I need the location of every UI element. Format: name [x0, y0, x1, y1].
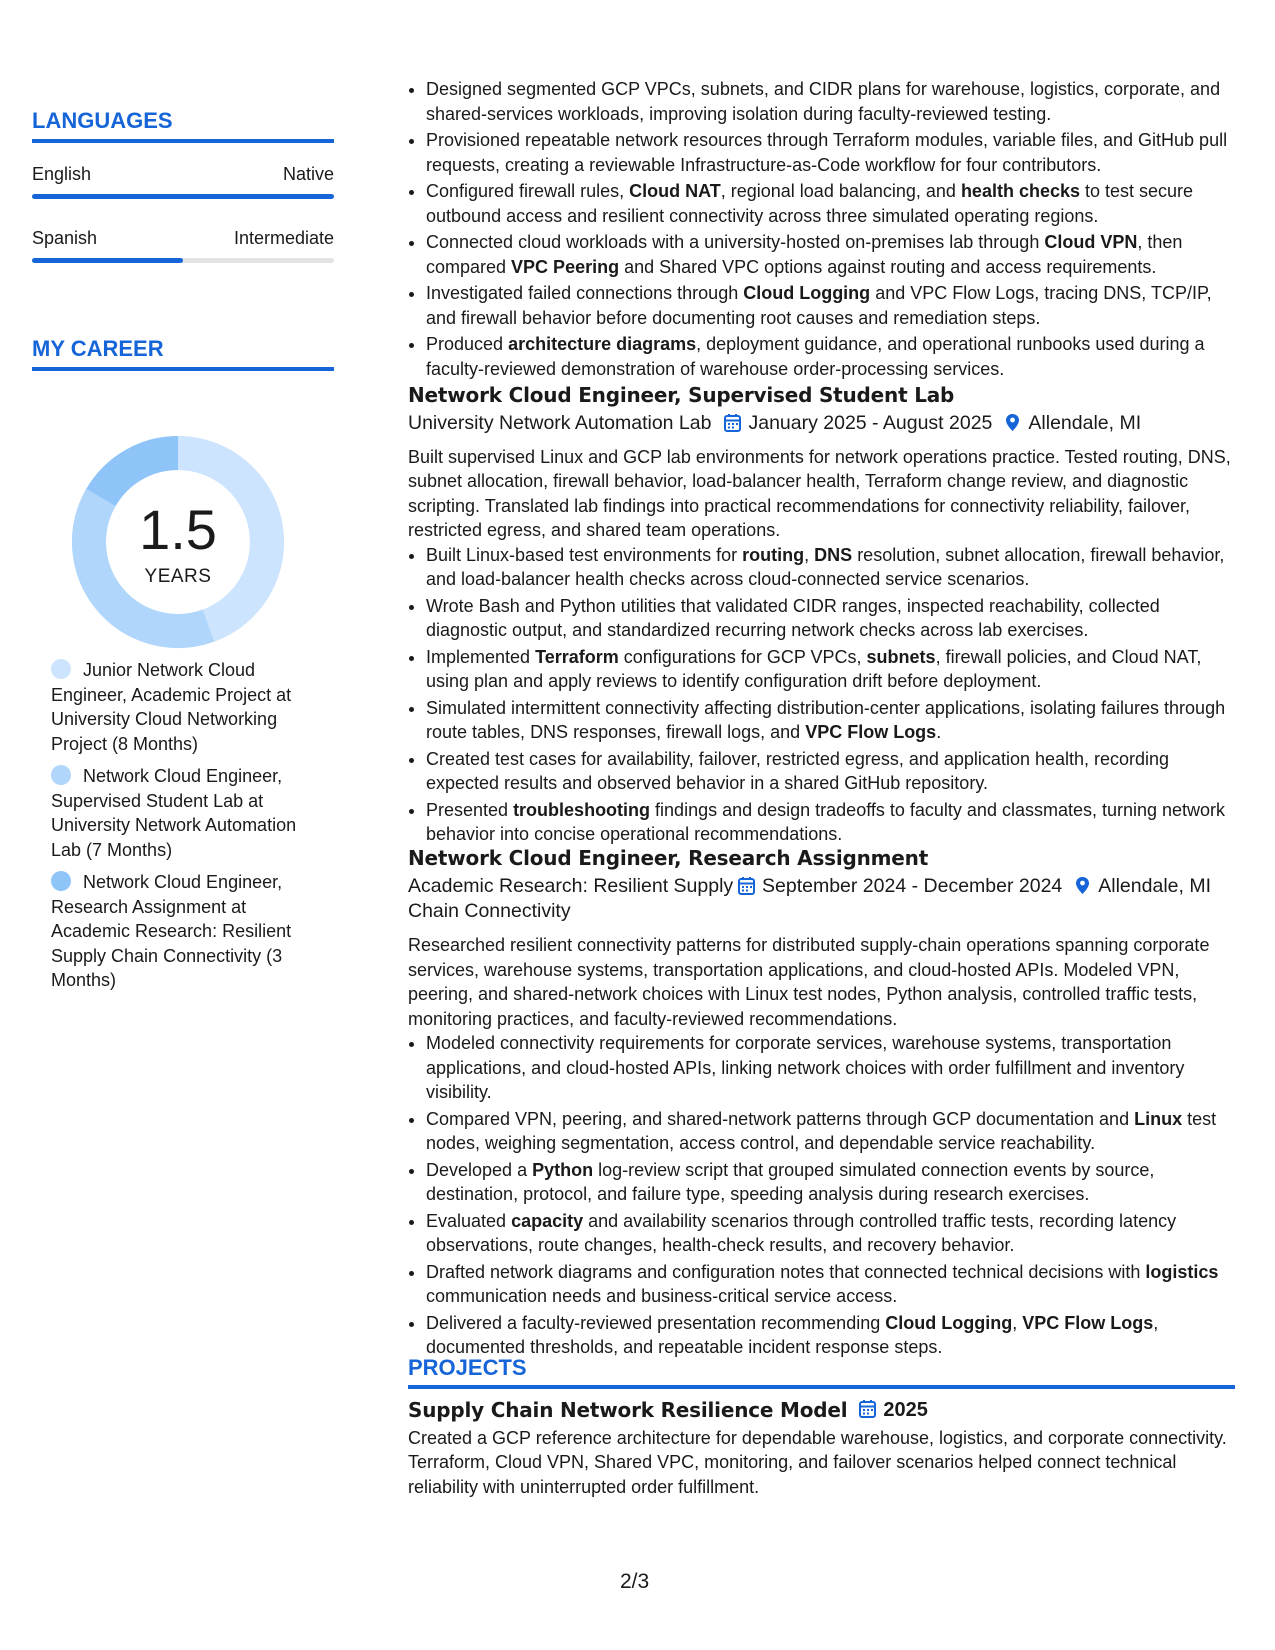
language-name: English [32, 164, 92, 184]
job-dates: January 2025 - August 2025 [748, 412, 993, 434]
project-title: Supply Chain Network Resilience Model [408, 1397, 848, 1422]
bullet-item: • Produced architecture diagrams, deployment guidance, and operational runbooks used during a faculty-reviewed demonstration of warehouse order-processing services. [426, 332, 1243, 381]
bold-keyword: health checks [960, 181, 1080, 201]
bold-keyword: Cloud NAT [629, 181, 721, 201]
location-pin-icon [1004, 413, 1021, 432]
proficiency-bar-fill [32, 194, 334, 199]
career-legend-item [51, 870, 326, 993]
career-legend-item [51, 658, 326, 756]
bold-keyword: troubleshooting [513, 799, 651, 820]
career-legend-item [51, 764, 326, 862]
projects-section [408, 1356, 1235, 1499]
bold-keyword: VPC Peering [511, 256, 620, 277]
job-location: Allendale, MI [1028, 412, 1142, 434]
bold-keyword: architecture diagrams [508, 334, 697, 354]
bold-keyword: Cloud Logging [743, 283, 871, 303]
career-section [32, 336, 334, 371]
projects-heading: PROJECTS [408, 1356, 1235, 1389]
career-total-unit: YEARS [144, 566, 212, 587]
job-organization: University Network Automation Lab [408, 412, 712, 434]
job-organization: Academic Research: Resilient Supply Chain Connectivity [408, 875, 734, 922]
donut-segment [101, 453, 178, 498]
bullet-item: • Delivered a faculty-reviewed presentation recommending Cloud Logging, VPC Flow Logs, documented thresholds, and repeatable incident response steps. [426, 1311, 1243, 1360]
career-item-text: Network Cloud Engineer, Supervised Student Lab at University Network Automation Lab (7 Months) [51, 766, 297, 860]
job-meta [408, 874, 1243, 923]
career-item-text: Network Cloud Engineer, Research Assignment at Academic Research: Resilient Supply Chain Connectivity (3 Months) [51, 872, 292, 990]
location-pin-icon [1074, 876, 1091, 895]
experience-job2 [408, 381, 1243, 849]
page-number: 2/3 [620, 1570, 650, 1593]
proficiency-bar [32, 258, 334, 263]
proficiency-bar [32, 194, 334, 199]
bold-keyword: Python [532, 1159, 594, 1180]
bold-keyword: Linux [1134, 1108, 1183, 1129]
job-meta [408, 411, 1243, 436]
language-level: Native [282, 164, 334, 184]
bullet-item: • Evaluated capacity and availability scenarios through controlled traffic tests, recording latency observations, route changes, health-check results, and recovery behavior. [426, 1209, 1243, 1258]
bullet-item: • Created test cases for availability, failover, restricted egress, and application health, recording expected results and observed behavior in a shared GitHub repository. [426, 747, 1243, 796]
job2-bullet-list [408, 543, 1243, 847]
job1-bullet-list [408, 77, 1243, 381]
legend-dot [51, 659, 71, 679]
job-title: Network Cloud Engineer, Research Assignment [408, 846, 929, 870]
proficiency-bar-fill [32, 258, 183, 263]
bold-keyword: routing [742, 544, 805, 565]
bullet-item: • Presented troubleshooting findings and design tradeoffs to faculty and classmates, turning network behavior into concise operational recommendations. [426, 798, 1243, 847]
bold-keyword: subnets [866, 646, 936, 667]
project-meta [408, 1396, 1235, 1424]
language-level: Intermediate [233, 228, 334, 248]
experience-job3 [408, 844, 1243, 1362]
bold-keyword: Cloud Logging [885, 1312, 1013, 1333]
bullet-item: • Connected cloud workloads with a university-hosted on-premises lab through Cloud VPN, then compared VPC Peering and Shared VPC options against routing and access requirements. [426, 230, 1243, 279]
legend-dot [51, 871, 71, 891]
language-spanish [32, 228, 334, 263]
calendar-icon [724, 413, 741, 432]
bold-keyword: VPC Flow Logs [1022, 1312, 1154, 1333]
job-dates: September 2024 - December 2024 [762, 875, 1063, 897]
bullet-item: • Built Linux-based test environments for routing, DNS resolution, subnet allocation, firewall behavior, and load-balancer health checks across cloud-connected service scenarios. [426, 543, 1243, 592]
bullet-item: • Provisioned repeatable network resources through Terraform modules, variable files, and GitHub pull requests, creating a reviewable Infrastructure-as-Code workflow for four contributors. [426, 128, 1243, 177]
languages-heading: LANGUAGES [32, 108, 334, 143]
career-heading: MY CAREER [32, 336, 334, 371]
bullet-item: • Developed a Python log-review script that grouped simulated connection events by source, destination, protocol, and failure type, speeding analysis during research exercises. [426, 1158, 1243, 1207]
bold-keyword: Terraform [535, 646, 619, 667]
bold-keyword: VPC Flow Logs [805, 722, 937, 742]
bullet-item: • Investigated failed connections through Cloud Logging and VPC Flow Logs, tracing DNS, TCP/IP, and firewall behavior before documenting root causes and remediation steps. [426, 281, 1243, 330]
legend-dot [51, 765, 71, 785]
job-summary: Researched resilient connectivity patterns for distributed supply-chain operations spanning corporate services, warehouse systems, transportation applications, and cloud-hosted APIs. Modeled VPN, peering, and shared-network choices with Linux test nodes, Python analysis, controlled traffic tests, monitoring practices, and faculty-reviewed recommendations. [408, 935, 1210, 1029]
language-english [32, 164, 334, 199]
bullet-item: • Compared VPN, peering, and shared-network patterns through GCP documentation and Linux test nodes, weighing segmentation, access control, and dependable service reachability. [426, 1107, 1243, 1156]
bold-keyword: DNS [814, 544, 853, 565]
career-item-text: Junior Network Cloud Engineer, Academic Project at University Cloud Networking Project (8 Months) [51, 660, 292, 754]
bullet-item: • Simulated intermittent connectivity affecting distribution-center applications, isolating failures through route tables, DNS responses, firewall logs, and VPC Flow Logs. [426, 696, 1243, 745]
bold-keyword: Cloud VPN [1044, 232, 1138, 252]
calendar-icon [738, 876, 755, 895]
bullet-item: • Drafted network diagrams and configuration notes that connected technical decisions with logistics communication needs and business-critical service access. [426, 1260, 1243, 1309]
bold-keyword: logistics [1145, 1261, 1219, 1282]
career-total-years: 1.5 [139, 498, 217, 561]
calendar-icon [859, 1399, 876, 1418]
bullet-item: • Wrote Bash and Python utilities that validated CIDR ranges, inspected reachability, collected diagnostic output, and standardized recurring network checks across lab exercises. [426, 594, 1243, 643]
bold-keyword: capacity [511, 1210, 584, 1231]
language-name: Spanish [32, 228, 98, 248]
languages-section [32, 108, 334, 263]
bullet-item: • Modeled connectivity requirements for corporate services, warehouse systems, transportation applications, and cloud-hosted APIs, linking network choices with order fulfillment and inventory visibility. [426, 1031, 1243, 1105]
job3-bullet-list [408, 1031, 1243, 1360]
bullet-item: • Implemented Terraform configurations for GCP VPCs, subnets, firewall policies, and Cloud NAT, using plan and apply reviews to identify configuration drift before deployment. [426, 645, 1243, 694]
job-title: Network Cloud Engineer, Supervised Student Lab [408, 383, 955, 407]
job-summary: Built supervised Linux and GCP lab environments for network operations practice. Tested routing, DNS, subnet allocation, firewall behavior, load-balancer health, Terraform change review, and diagnostic scripting. Translated lab findings into practical recommendations for connectivity reliability, failover, restricted egress, and shared team operations. [408, 446, 1231, 540]
bullet-item: • Configured firewall rules, Cloud NAT, regional load balancing, and health checks to test secure outbound access and resilient connectivity across three simulated operating regions. [426, 179, 1243, 228]
project-description: Created a GCP reference architecture for dependable warehouse, logistics, and corporate connectivity. Terraform, Cloud VPN, Shared VPC, monitoring, and failover scenarios helped connect technical reliability with uninterrupted order fulfillment. [408, 1427, 1227, 1497]
bullet-item: • Designed segmented GCP VPCs, subnets, and CIDR plans for warehouse, logistics, corporate, and shared-services workloads, improving isolation during faculty-reviewed testing. [426, 77, 1243, 126]
project-year: 2025 [883, 1398, 928, 1421]
experience-job1-continued [408, 77, 1243, 383]
job-location: Allendale, MI [1098, 875, 1211, 897]
